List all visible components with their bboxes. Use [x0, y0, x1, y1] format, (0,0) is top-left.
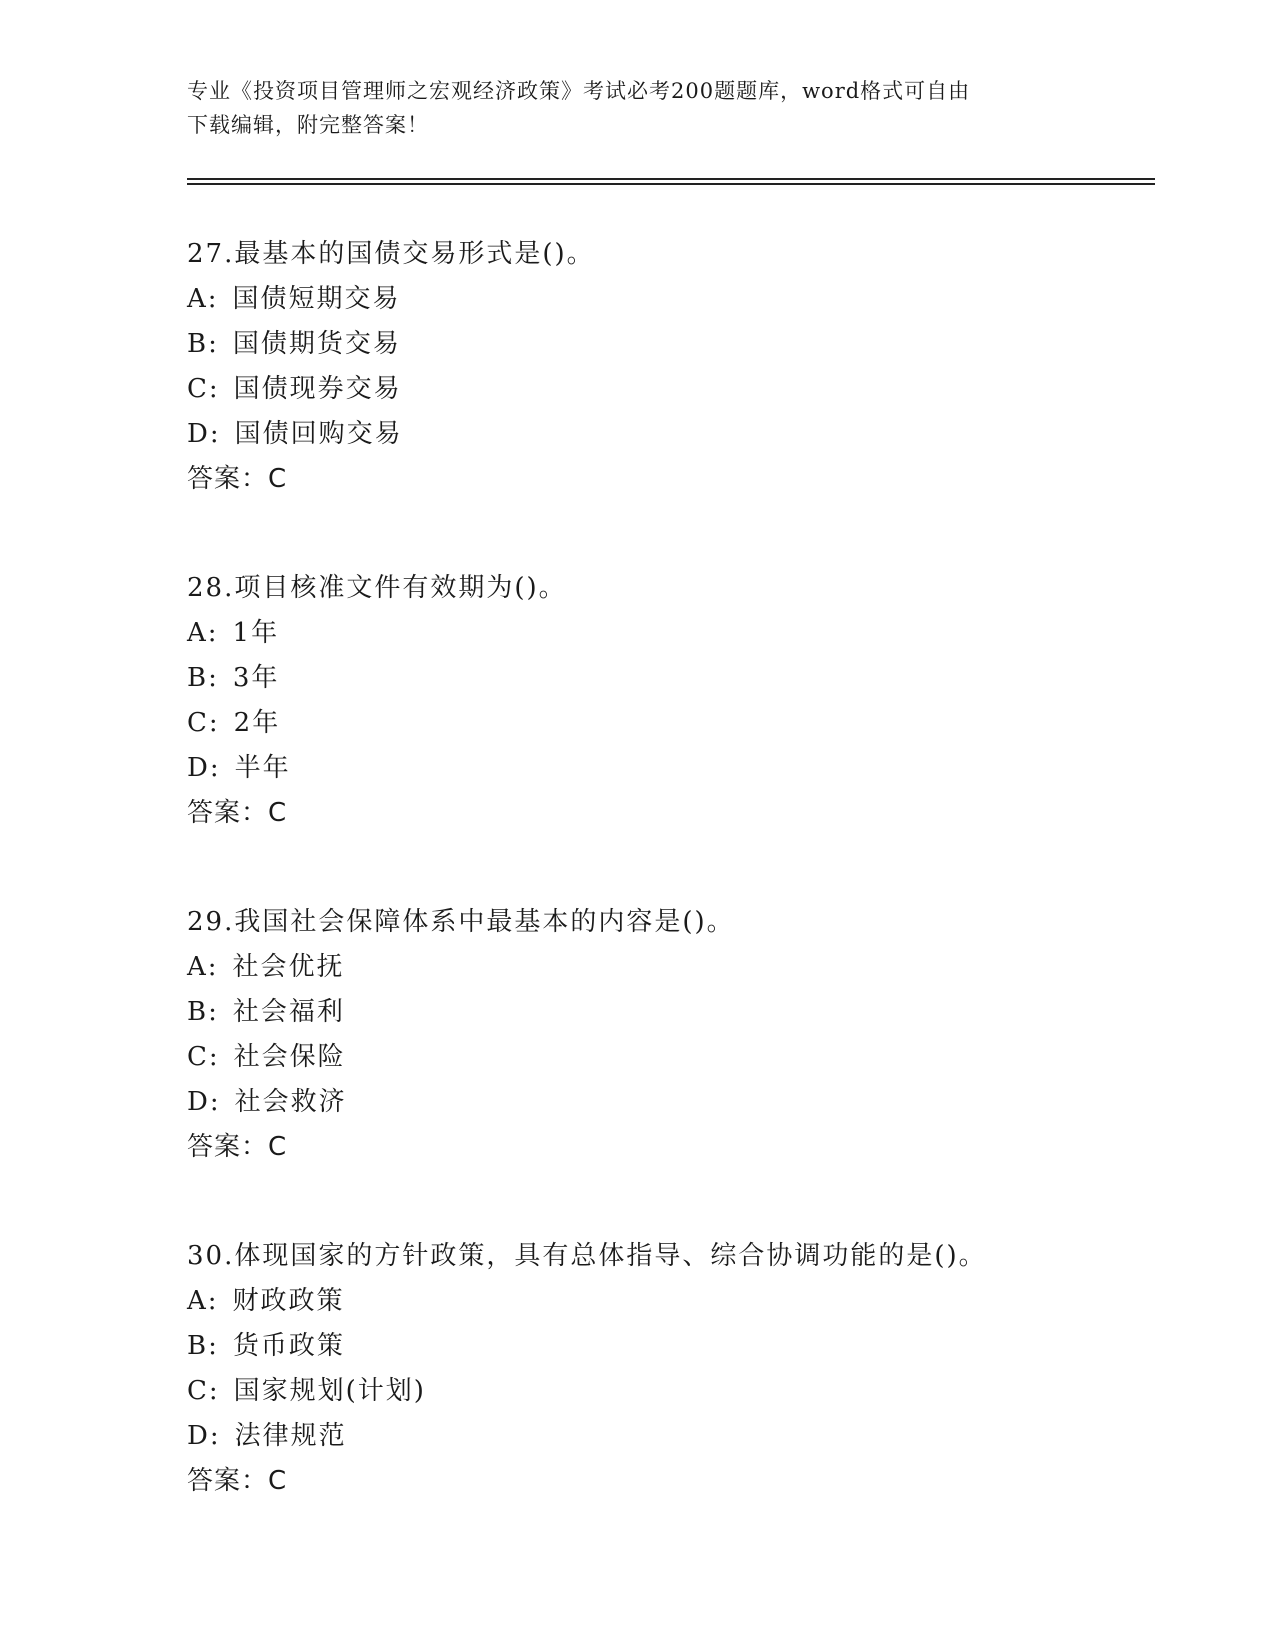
- option-letter: B:: [187, 663, 219, 693]
- question-stem: 27.最基本的国债交易形式是()。: [187, 239, 595, 269]
- option-d: [187, 1414, 1147, 1459]
- question-30: [187, 1234, 1147, 1504]
- header-divider-top: [187, 178, 1155, 180]
- option-letter: B:: [187, 329, 219, 359]
- answer-line: 答案：C: [187, 1466, 288, 1496]
- option-a: [187, 611, 1147, 656]
- option-letter: C:: [187, 1042, 220, 1072]
- option-a: [187, 1279, 1147, 1324]
- header-line-2: 下载编辑，附完整答案！: [187, 113, 429, 137]
- question-stem: 29.我国社会保障体系中最基本的内容是()。: [187, 907, 735, 937]
- option-letter: D:: [187, 753, 221, 783]
- option-letter: C:: [187, 374, 220, 404]
- option-letter: A:: [187, 952, 219, 982]
- answer-line: 答案：C: [187, 798, 288, 828]
- option-text: 国债短期交易: [232, 284, 401, 314]
- option-d: [187, 1080, 1147, 1125]
- option-text: 国债现券交易: [233, 374, 402, 404]
- option-letter: D:: [187, 1087, 221, 1117]
- option-c: [187, 701, 1147, 746]
- option-text: 国家规划(计划): [233, 1376, 426, 1406]
- question-stem: 28.项目核准文件有效期为()。: [187, 573, 567, 603]
- option-a: [187, 277, 1147, 322]
- option-d: [187, 412, 1147, 457]
- option-text: 社会福利: [232, 997, 345, 1027]
- option-a: [187, 945, 1147, 990]
- option-letter: C:: [187, 1376, 220, 1406]
- option-letter: B:: [187, 997, 219, 1027]
- option-text: 半年: [234, 753, 291, 783]
- question-stem: 30.体现国家的方针政策，具有总体指导、综合协调功能的是()。: [187, 1241, 987, 1271]
- option-text: 国债回购交易: [234, 419, 403, 449]
- option-text: 2年: [233, 708, 281, 738]
- option-text: 社会救济: [234, 1087, 347, 1117]
- option-c: [187, 367, 1147, 412]
- question-27: [187, 232, 1147, 502]
- option-c: [187, 1369, 1147, 1414]
- option-text: 货币政策: [232, 1331, 345, 1361]
- option-b: [187, 1324, 1147, 1369]
- option-text: 1年: [232, 618, 280, 648]
- document-header: [187, 74, 1087, 142]
- option-text: 3年: [232, 663, 280, 693]
- option-letter: C:: [187, 708, 220, 738]
- answer-line: 答案：C: [187, 464, 288, 494]
- option-letter: A:: [187, 284, 219, 314]
- option-letter: B:: [187, 1331, 219, 1361]
- option-c: [187, 1035, 1147, 1080]
- option-b: [187, 656, 1147, 701]
- option-b: [187, 322, 1147, 367]
- option-b: [187, 990, 1147, 1035]
- option-letter: D:: [187, 1421, 221, 1451]
- option-letter: D:: [187, 419, 221, 449]
- question-29: [187, 900, 1147, 1170]
- option-text: 社会优抚: [232, 952, 345, 982]
- question-list: [187, 232, 1147, 1568]
- question-28: [187, 566, 1147, 836]
- option-text: 财政政策: [232, 1286, 345, 1316]
- option-text: 国债期货交易: [232, 329, 401, 359]
- option-letter: A:: [187, 618, 219, 648]
- option-text: 社会保险: [233, 1042, 346, 1072]
- option-text: 法律规范: [234, 1421, 347, 1451]
- answer-line: 答案：C: [187, 1132, 288, 1162]
- option-d: [187, 746, 1147, 791]
- option-letter: A:: [187, 1286, 219, 1316]
- header-line-1: 专业《投资项目管理师之宏观经济政策》考试必考200题题库，word格式可自由: [187, 79, 971, 103]
- header-divider-bottom: [187, 183, 1155, 185]
